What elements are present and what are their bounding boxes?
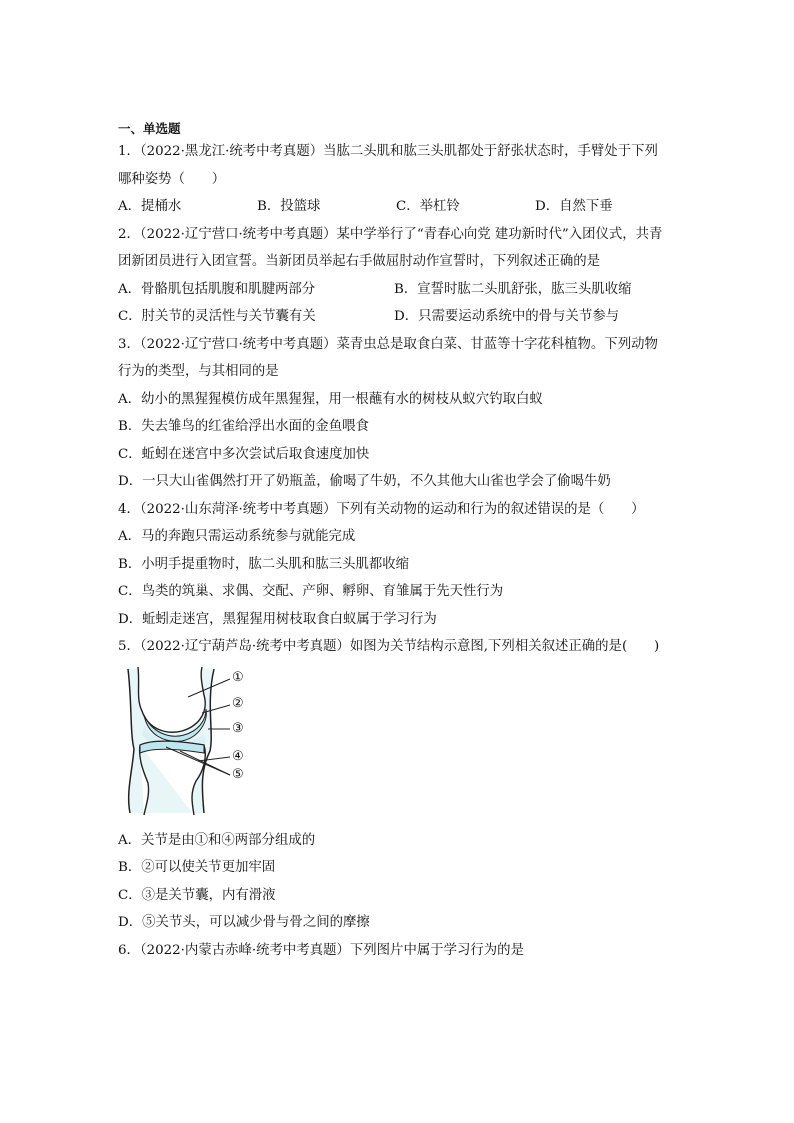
option-a[interactable]: A．关节是由①和④两部分组成的 [118,832,316,848]
question-2-stem-line1: 2．（2022·辽宁营口·统考中考真题）某中学举行了“青春心向党 建功新时代”入团仪式，共青 [118,226,663,242]
question-3-stem-line1: 3．（2022·辽宁营口·统考中考真题）菜青虫总是取食白菜、甘蓝等十字花科植物。下列动物 [118,336,658,352]
question-1-options [118,193,698,221]
option-a[interactable]: A．提桶水 [118,199,182,214]
option-c[interactable]: C．③是关节囊，内有滑液 [118,887,276,903]
option-b[interactable]: B．失去雏鸟的红雀给浮出水面的金鱼喂食 [118,419,369,434]
question-2-options-row2 [118,303,698,331]
option-b[interactable]: B．投篮球 [257,199,321,214]
exam-page [118,120,698,964]
question-3-stem-line2: 行为的类型，与其相同的是 [118,364,279,379]
option-c[interactable]: C．蚯蚓在迷宫中多次尝试后取食速度加快 [118,446,370,462]
question-1 [118,138,698,221]
option-a[interactable]: A．马的奔跑只需运动系统参与就能完成 [118,529,356,544]
option-a[interactable]: A．骨骼肌包括肌腹和肌腱两部分 [118,281,316,297]
diagram-label-5: ⑤ [232,766,244,782]
joint-structure-diagram [118,663,278,821]
question-5 [118,633,698,937]
option-c[interactable]: C．举杠铃 [396,199,460,214]
diagram-label-2: ② [232,695,244,711]
question-2 [118,221,698,331]
option-b[interactable]: B．小明手提重物时，肱二头肌和肱三头肌都收缩 [118,556,410,572]
option-c[interactable]: C．鸟类的筑巢、求偶、交配、产卵、孵卵、育雏属于先天性行为 [118,584,504,599]
question-6-stem-line1: 6．（2022·内蒙古赤峰·统考中考真题）下列图片中属于学习行为的是 [118,942,524,958]
question-1-stem-line2: 哪种姿势（ ） [118,171,226,187]
question-4 [118,496,698,634]
option-b[interactable]: B．②可以使关节更加牢固 [118,860,276,875]
section-title: 一、单选题 [118,121,181,136]
option-d[interactable]: D．一只大山雀偶然打开了奶瓶盖，偷喝了牛奶，不久其他大山雀也学会了偷喝牛奶 [118,474,611,489]
question-4-stem-line1: 4．（2022·山东菏泽·统考中考真题）下列有关动物的运动和行为的叙述错误的是（ ） [118,501,645,517]
question-2-options-row1 [118,276,698,304]
option-d[interactable]: D．⑤关节头，可以减少骨与骨之间的摩擦 [118,915,370,930]
option-b[interactable]: B．宣誓时肱二头肌舒张，肱三头肌收缩 [394,281,632,297]
question-5-stem-line1: 5．（2022·辽宁葫芦岛·统考中考真题）如图为关节结构示意图,下列相关叙述正确的是( ) [118,639,660,654]
question-2-stem-line2: 团新团员进行入团宣誓。当新团员举起右手做屈肘动作宣誓时，下列叙述正确的是 [118,254,601,269]
question-1-stem-line1: 1．（2022·黑龙江·统考中考真题）当肱二头肌和肱三头肌都处于舒张状态时，手臂处于下列 [118,144,658,159]
question-6 [118,937,698,965]
question-3 [118,331,698,496]
option-d[interactable]: D．只需要运动系统中的骨与关节参与 [394,309,619,324]
option-c[interactable]: C．肘关节的灵活性与关节囊有关 [118,309,316,324]
option-d[interactable]: D．蚯蚓走迷宫，黑猩猩用树枝取食白蚁属于学习行为 [118,611,437,627]
option-a[interactable]: A．幼小的黑猩猩模仿成年黑猩猩，用一根蘸有水的树枝从蚁穴钓取白蚁 [118,391,543,407]
diagram-label-4: ④ [232,748,244,764]
diagram-label-1: ① [232,669,244,685]
diagram-label-3: ③ [232,720,244,736]
option-d[interactable]: D．自然下垂 [535,199,613,214]
joint-diagram-svg [118,663,278,821]
